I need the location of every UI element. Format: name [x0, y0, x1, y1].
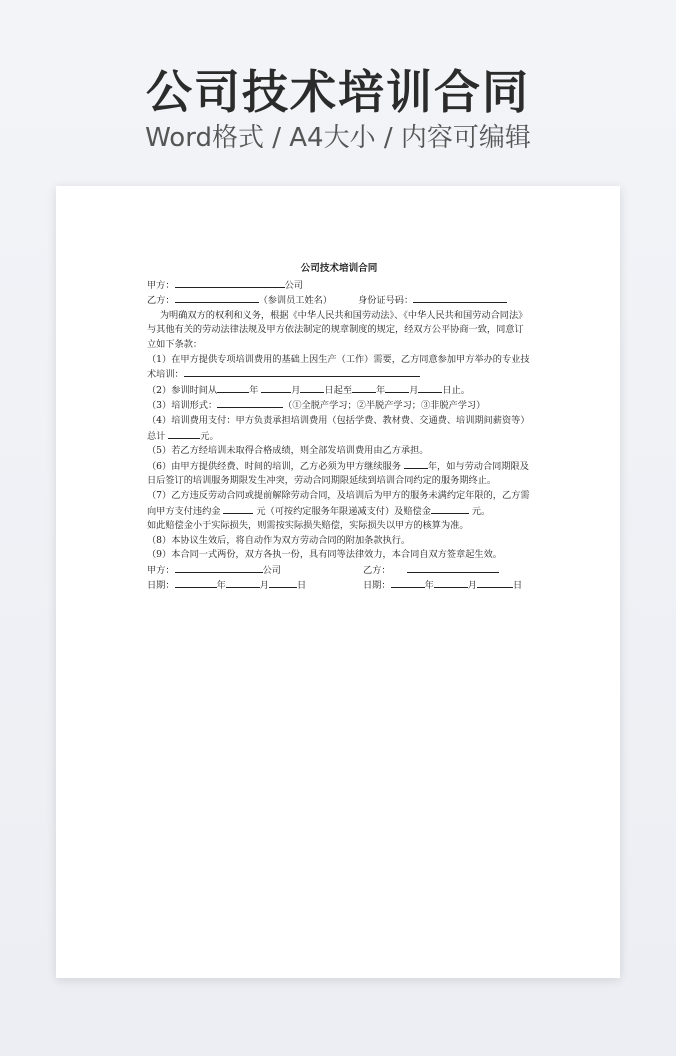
date-a-year: 年: [216, 580, 226, 592]
contract-title: 公司技术培训合同: [300, 263, 378, 274]
compensation-note: 如此赔偿金小于实际损失，则需按实际损失赔偿，实际损失以甲方的核算为准。: [147, 520, 469, 532]
banner-title: 公司技术培训合同: [146, 65, 530, 119]
fee-total-blank[interactable]: [168, 429, 200, 439]
id-blank[interactable]: [413, 293, 507, 303]
clause-1-text: （1）在甲方提供专项培训费用的基础上因生产（工作）需要，乙方同意参加甲方举办的专业技术培训：: [147, 353, 530, 381]
clause-3-prefix: （3）培训形式：: [147, 400, 218, 412]
party-a-blank[interactable]: [175, 278, 285, 288]
clause-8: （8）本协议生效后，将自动作为双方劳动合同的附加条款执行。: [147, 534, 411, 546]
party-b-label: 乙方：: [147, 295, 175, 307]
clause-2-day-start: 日起至: [324, 384, 353, 396]
party-b-name-hint: （参训员工姓名）: [258, 295, 333, 307]
clause-2-prefix: （2）参训时间从: [147, 384, 218, 396]
sign-b-blank[interactable]: [407, 563, 499, 573]
end-day-blank[interactable]: [418, 383, 442, 393]
party-a-label: 甲方：: [147, 279, 175, 291]
party-a-suffix: 公司: [284, 279, 303, 291]
start-month-blank[interactable]: [261, 383, 291, 393]
party-b-line: [147, 293, 531, 309]
clause-7: [147, 489, 531, 519]
service-years-blank[interactable]: [404, 459, 428, 469]
date-b-year: 年: [424, 580, 434, 592]
clause-3-options: （①全脱产学习；②半脱产学习；③非脱产学习）: [283, 400, 486, 412]
contract-body: [147, 262, 531, 594]
clause-4-unit: 元。: [200, 430, 219, 442]
date-b-month-blank[interactable]: [434, 578, 468, 588]
date-a-day-blank[interactable]: [269, 578, 297, 588]
signature-row: [147, 563, 531, 579]
id-label: 身份证号码：: [358, 295, 414, 307]
date-b-day: 日: [512, 580, 523, 592]
compensation-blank[interactable]: [431, 504, 469, 514]
date-a-month-blank[interactable]: [226, 578, 260, 588]
sign-b-label: 乙方：: [363, 564, 391, 576]
clause-2-year2: 年: [376, 384, 386, 396]
clause-7-mid: 元（可按约定服务年限递减支付）及赔偿金: [256, 505, 431, 517]
clause-4-text: （4）培训费用支付：甲方负责承担培训费用（包括学费、教材费、交通费、培训期间薪资等）总计: [147, 414, 530, 442]
clause-2-year: 年: [249, 384, 259, 396]
clause-1-blank[interactable]: [184, 367, 420, 377]
clause-4: [147, 414, 531, 444]
date-b-month: 月: [467, 580, 477, 592]
preamble: 为明确双方的权利和义务，根据《中华人民共和国劳动法》、《中华人民共和国劳动合同法》与其他有关的劳动法律法规及甲方依法制定的规章制度的规定，经双方公平协商一致，同意订立如下条款：: [147, 309, 528, 350]
party-b-blank[interactable]: [175, 293, 259, 303]
clause-7-unit: 元。: [471, 505, 491, 517]
sign-a-suffix: 公司: [262, 564, 281, 576]
clause-1: [147, 353, 531, 383]
document-page: [56, 186, 620, 978]
end-month-blank[interactable]: [385, 383, 409, 393]
date-b-day-blank[interactable]: [477, 578, 513, 588]
sign-a-label: 甲方：: [147, 564, 175, 576]
date-a-year-blank[interactable]: [175, 578, 217, 588]
date-b-year-blank[interactable]: [391, 578, 425, 588]
clause-6-rest: 年，如与劳动合同期限及日后签订的培训服务期限发生冲突，劳动合同期限延续到培训合同约定的服务期终止。: [147, 460, 529, 487]
sign-a-blank[interactable]: [175, 563, 263, 573]
clause-5: （5）若乙方经培训未取得合格成绩，则全部发培训费用由乙方承担。: [147, 445, 429, 457]
date-b-label: 日期：: [363, 580, 391, 592]
clause-3: [147, 398, 531, 414]
clause-9: （9）本合同一式两份，双方各执一份，具有同等法律效力，本合同自双方签章起生效。: [147, 549, 502, 561]
training-form-blank[interactable]: [217, 398, 283, 408]
date-a-label: 日期：: [147, 580, 175, 592]
clause-6: [147, 459, 531, 489]
penalty-blank[interactable]: [223, 504, 253, 514]
date-a-day: 日: [296, 580, 307, 592]
date-row: [147, 578, 531, 594]
clause-2: [147, 383, 531, 399]
date-a-month: 月: [259, 580, 269, 592]
start-year-blank[interactable]: [217, 383, 249, 393]
clause-6-prefix: （6）由甲方提供经费、时间的培训，乙方必须为甲方继续服务: [147, 460, 401, 472]
banner-subtitle: Word格式 / A4大小 / 内容可编辑: [145, 123, 531, 153]
party-a-line: [147, 278, 531, 294]
start-day-blank[interactable]: [300, 383, 324, 393]
clause-2-day-end: 日止。: [442, 384, 470, 396]
clause-2-month: 月: [291, 384, 301, 396]
end-year-blank[interactable]: [352, 383, 376, 393]
clause-7-prefix: （7）乙方违反劳动合同或提前解除劳动合同，及培训后为甲方的服务未满约定年限的，乙方需向甲方支付违约金: [147, 489, 530, 517]
clause-2-month2: 月: [409, 384, 419, 396]
